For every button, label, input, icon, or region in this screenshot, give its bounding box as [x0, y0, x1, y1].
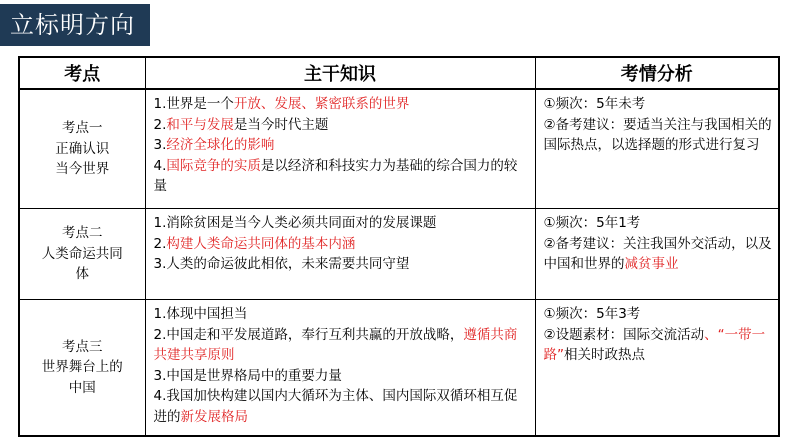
knowledge-item: 3.中国是世界格局中的重要力量	[153, 367, 342, 384]
table-row	[19, 89, 779, 209]
topic-cell	[19, 209, 145, 300]
knowledge-item: 2.中国走和平发展道路，奉行互利共赢的开放战略，遵循共商共建共享原则	[153, 326, 518, 363]
topic-line: 考点一	[62, 120, 103, 137]
analysis-item: ①频次：5年3考	[543, 306, 641, 322]
knowledge-item: 2.和平与发展是当今时代主题	[153, 116, 329, 133]
analysis-cell	[535, 89, 779, 209]
analysis-cell	[535, 209, 779, 300]
knowledge-item: 1.世界是一个开放、发展、紧密联系的世界	[153, 96, 410, 112]
section-title: 立标明方向	[10, 11, 135, 39]
knowledge-item: 4.国际竞争的实质是以经济和科技实力为基础的综合国力的较量	[153, 157, 518, 194]
topic-line: 正确认识	[55, 140, 110, 157]
analysis-item: ②备考建议：要适当关注与我国相关的国际热点，以选择题的形式进行复习	[543, 116, 772, 153]
topic-cell	[19, 300, 145, 437]
topic-line: 当今世界	[55, 161, 110, 178]
column-header-knowledge: 主干知识	[145, 57, 535, 89]
table-row	[19, 209, 779, 300]
column-header-topic: 考点	[19, 57, 145, 89]
knowledge-cell	[145, 209, 535, 300]
knowledge-item: 2.构建人类命运共同体的基本内涵	[153, 235, 356, 252]
knowledge-item: 4.我国加快构建以国内大循环为主体、国内国际双循环相互促进的新发展格局	[153, 388, 518, 425]
knowledge-item: 3.经济全球化的影响	[153, 137, 275, 153]
topic-line: 体	[75, 266, 89, 283]
knowledge-cell	[145, 89, 535, 209]
analysis-item: ②设题素材：国际交流活动、“一带一路”相关时政热点	[543, 326, 766, 363]
analysis-item: ②备考建议：关注我国外交活动，以及中国和世界的减贫事业	[543, 235, 772, 272]
topic-line: 人类命运共同	[41, 245, 123, 262]
knowledge-item: 1.体现中国担当	[153, 306, 248, 322]
column-header-analysis: 考情分析	[535, 57, 779, 89]
analysis-item: ①频次：5年1考	[543, 215, 641, 231]
knowledge-item: 1.消除贫困是当今人类必须共同面对的发展课题	[153, 215, 437, 231]
topic-line: 考点三	[62, 338, 103, 355]
topic-line: 考点二	[62, 225, 103, 242]
knowledge-item: 3.人类的命运彼此相依，未来需要共同守望	[153, 256, 410, 272]
section-title-badge	[0, 4, 150, 46]
topic-line: 世界舞台上的	[41, 359, 123, 376]
topic-cell	[19, 89, 145, 209]
knowledge-cell	[145, 300, 535, 437]
analysis-cell	[535, 300, 779, 437]
exam-points-table	[18, 56, 780, 437]
topic-line: 中国	[68, 379, 96, 396]
analysis-item: ①频次：5年未考	[543, 96, 646, 112]
table-header-row	[19, 57, 779, 89]
table-row	[19, 300, 779, 437]
